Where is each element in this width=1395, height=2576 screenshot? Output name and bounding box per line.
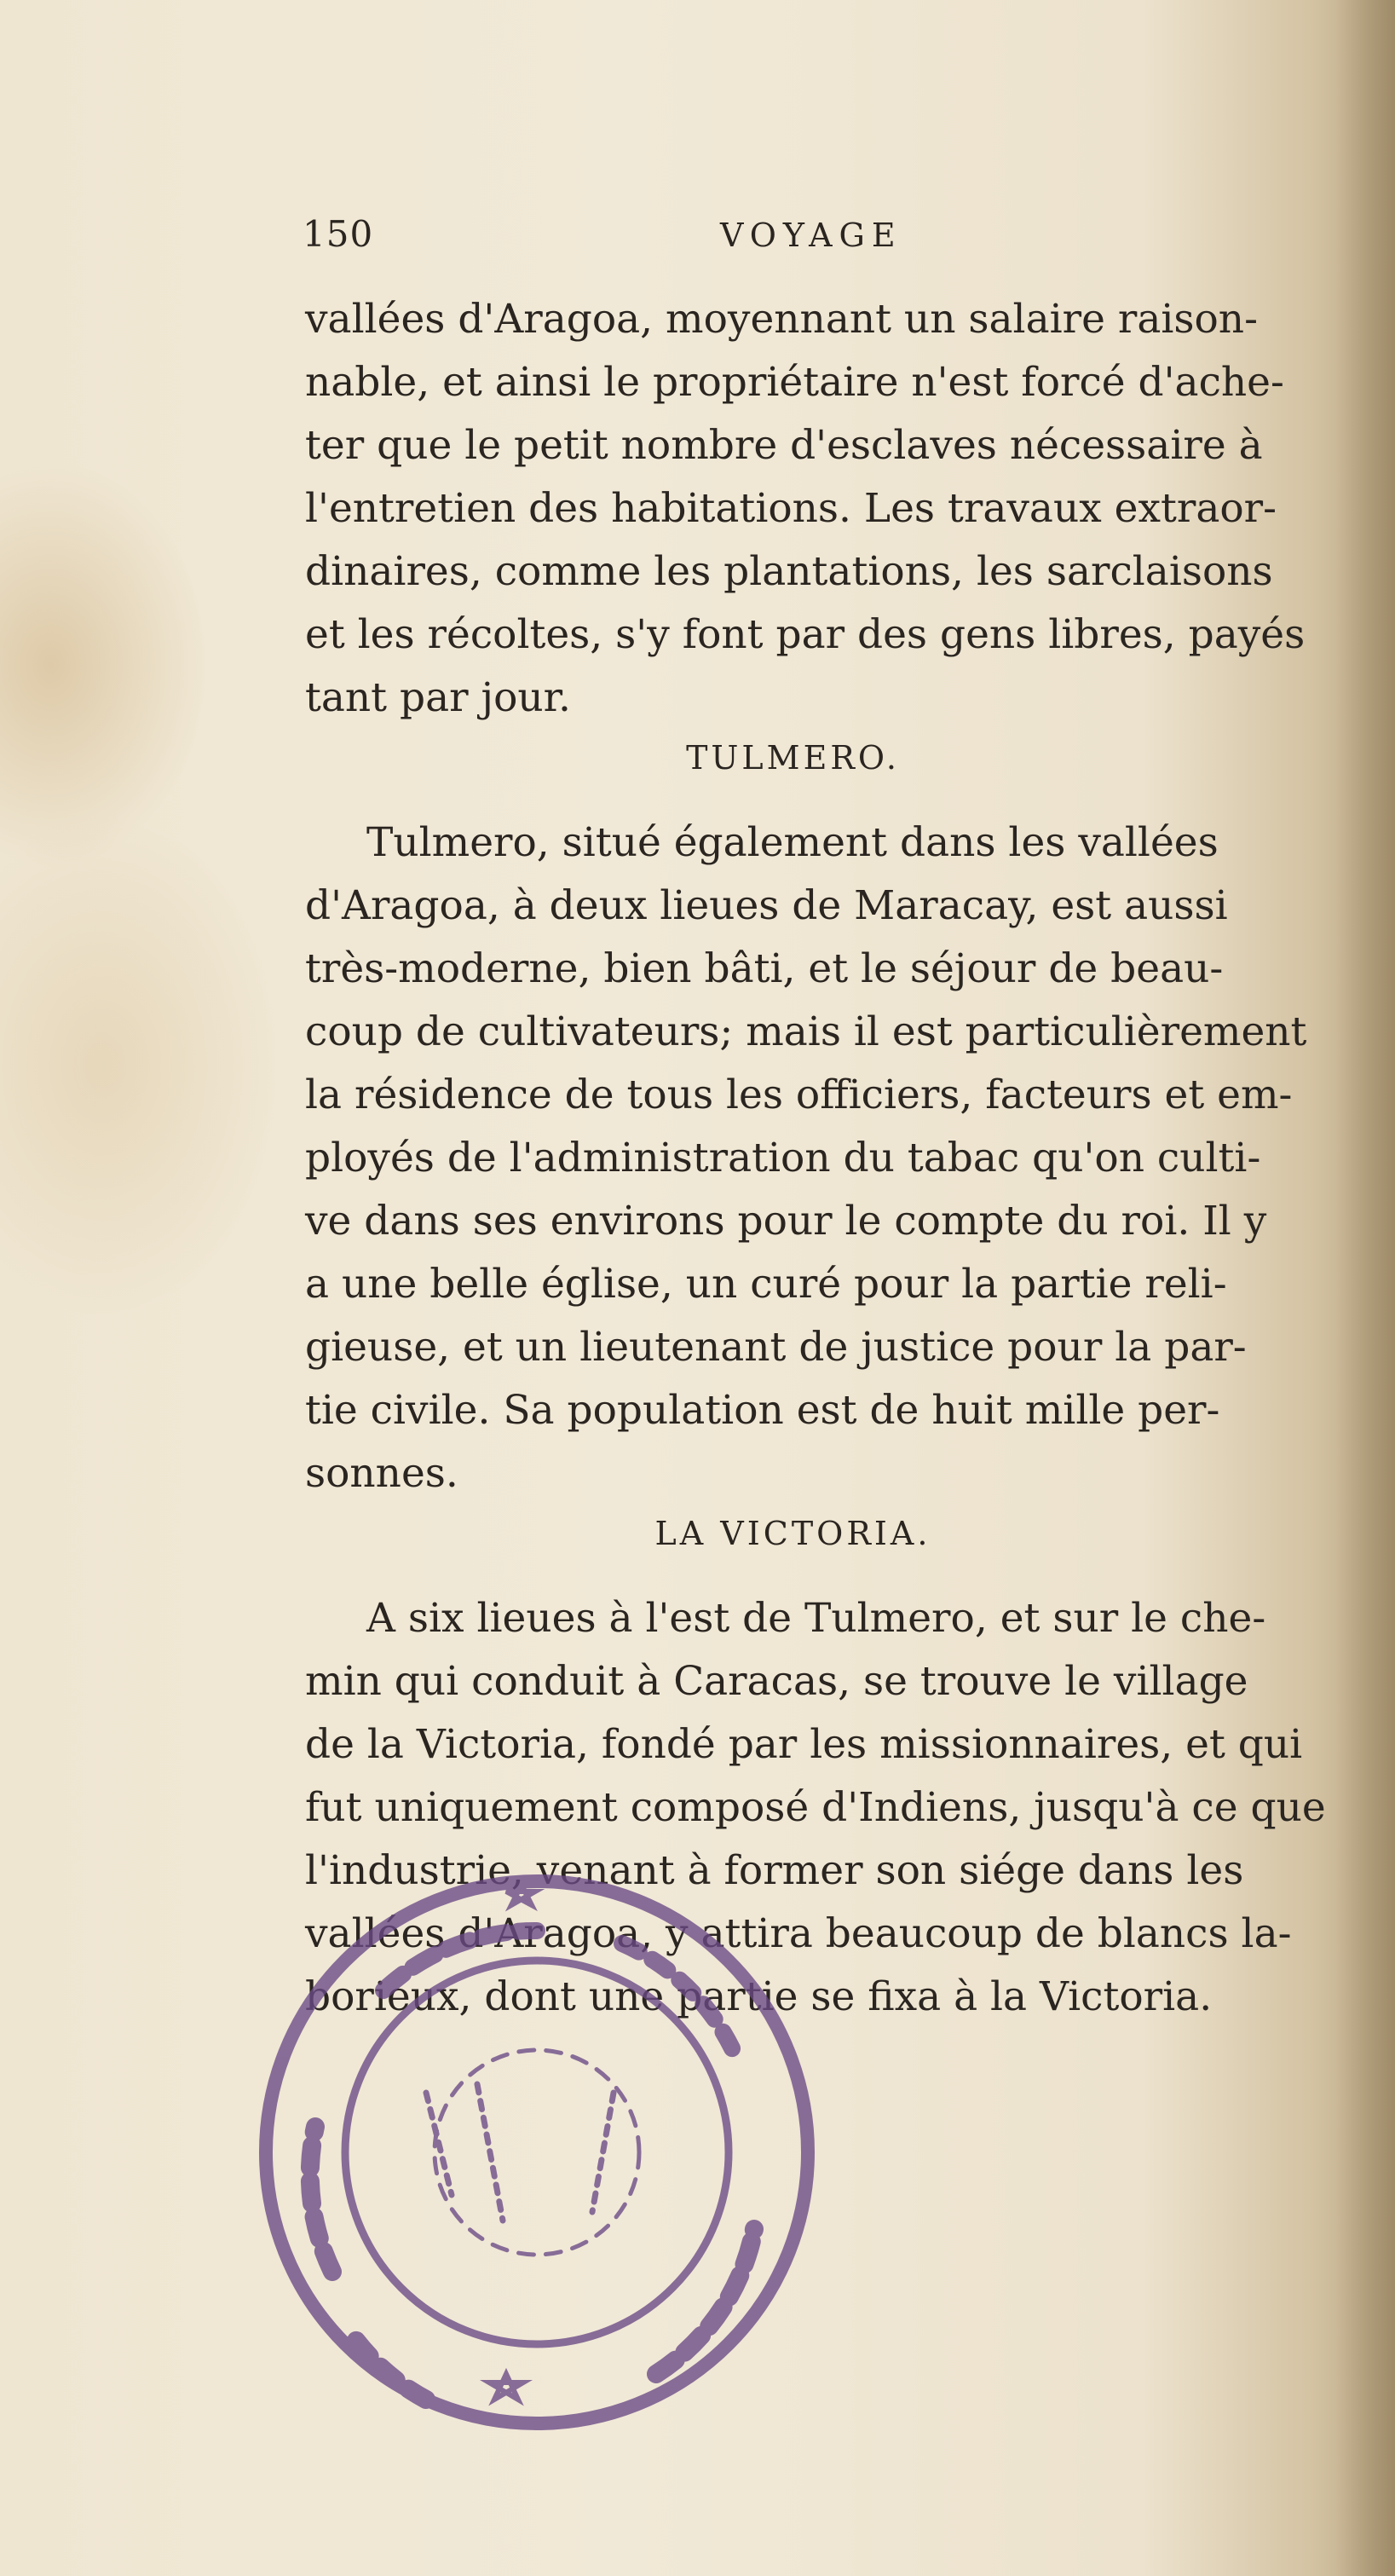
stamp-center-ring xyxy=(435,2050,639,2255)
text-line: l'industrie, venant à former son siége dans les xyxy=(305,1847,1244,1894)
text-line: sonnes. xyxy=(305,1450,458,1497)
text-line: la résidence de tous les officiers, facteurs et em- xyxy=(305,1071,1293,1118)
text-line: vallées d'Aragoa, y attira beaucoup de blancs la- xyxy=(305,1910,1292,1957)
text-line: très-moderne, bien bâti, et le séjour de beau- xyxy=(305,945,1224,992)
text-line: ter que le petit nombre d'esclaves nécessaire à xyxy=(305,422,1263,469)
stamp-ring-text-marks xyxy=(310,2127,332,2272)
text-line: vallées d'Aragoa, moyennant un salaire raison- xyxy=(305,296,1258,343)
text-line: et les récoltes, s'y font par des gens libres, payés xyxy=(305,611,1306,658)
text-line: ve dans ses environs pour le compte du roi. Il y xyxy=(305,1198,1267,1245)
text-line: tant par jour. xyxy=(305,674,571,721)
text-line: d'Aragoa, à deux lieues de Maracay, est aussi xyxy=(305,882,1228,929)
text-line: dinaires, comme les plantations, les sarclaisons xyxy=(305,548,1273,595)
text-line: tie civile. Sa population est de huit mille per- xyxy=(305,1387,1220,1434)
section-heading-la-victoria: LA VICTORIA. xyxy=(654,1515,931,1552)
text-line: coup de cultivateurs; mais il est particulièrement xyxy=(305,1008,1307,1055)
running-title: VOYAGE xyxy=(720,217,902,254)
page-number: 150 xyxy=(303,213,374,255)
text-line: min qui conduit à Caracas, se trouve le village xyxy=(305,1658,1248,1705)
text-line: fut uniquement composé d'Indiens, jusqu'à ce que xyxy=(305,1784,1326,1831)
body-text xyxy=(305,288,1375,2029)
text-line: A six lieues à l'est de Tulmero, et sur le che- xyxy=(366,1595,1266,1642)
text-line: Tulmero, situé également dans les vallées xyxy=(366,819,1219,866)
text-line: ployés de l'administration du tabac qu'on culti- xyxy=(305,1135,1261,1181)
section-heading-tulmero: TULMERO. xyxy=(686,739,900,777)
library-stamp xyxy=(256,1871,869,2485)
stamp-inner-ring xyxy=(345,1961,729,2344)
stamp-inner-text-marks xyxy=(426,2084,614,2221)
text-line: gieuse, et un lieutenant de justice pour la par- xyxy=(305,1324,1247,1371)
text-line: de la Victoria, fondé par les missionnaires, et qui xyxy=(305,1721,1303,1768)
stamp-ring-text-marks xyxy=(622,1944,733,2050)
text-line: l'entretien des habitations. Les travaux extraor- xyxy=(305,485,1277,532)
section-spacer xyxy=(305,1568,1375,1587)
text-line: a une belle église, un curé pour la partie reli- xyxy=(305,1261,1227,1308)
page-header xyxy=(303,213,1393,264)
star-icon xyxy=(489,2374,523,2400)
text-line: borieux, dont une partie se fixa à la Victoria. xyxy=(305,1973,1213,2020)
text-line: nable, et ainsi le propriétaire n'est forcé d'ache- xyxy=(305,359,1284,406)
section-spacer xyxy=(305,793,1375,811)
